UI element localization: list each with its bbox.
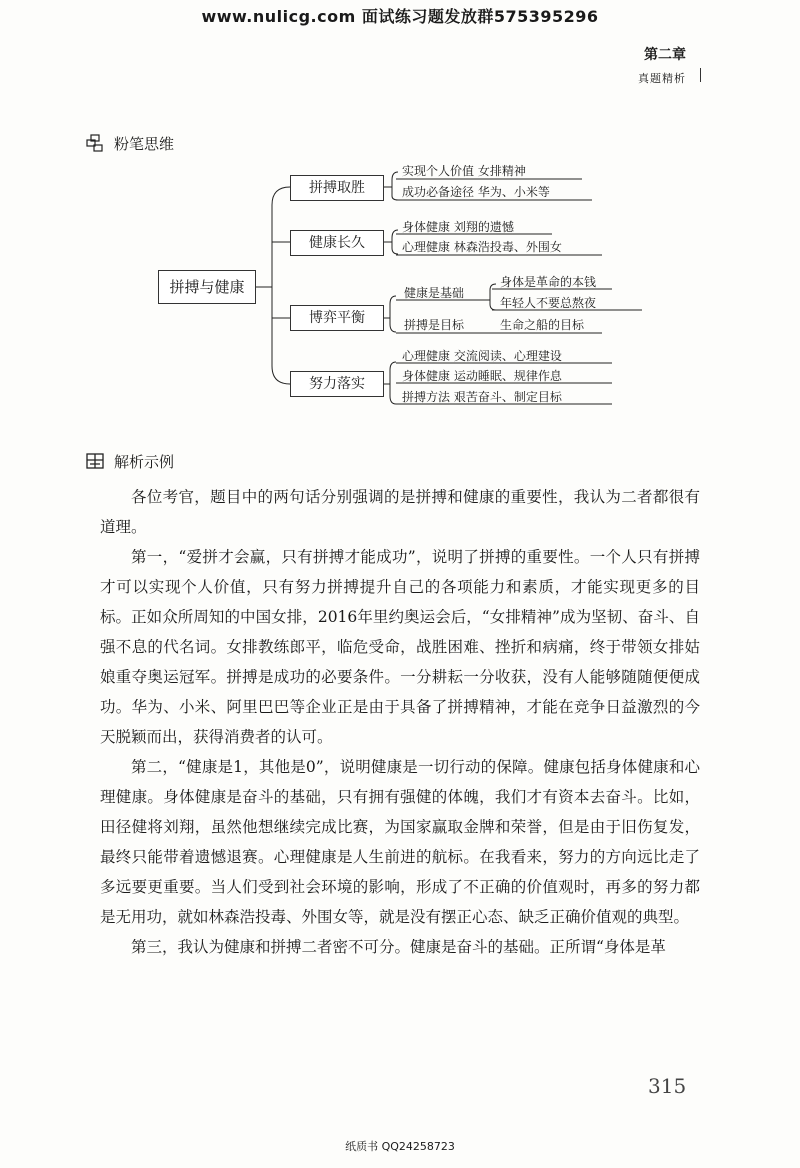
paragraph-2: 第一，“爱拼才会赢，只有拼搏才能成功”，说明了拼搏的重要性。一个人只有拼搏才可以实现个人价值，只有努力拼搏提升自己的各项能力和素质，才能实现更多的目标。正如众所周知的中国女排，2016年里约奥运会后，“女排精神”成为坚韧、奋斗、自强不息的代名词。女排教练郎平，临危受命，战胜困难、挫折和病痛，终于带领女排姑娘重夺奥运冠军。拼搏是成功的必要条件。一分耕耘一分收获，没有人能够随随便便成功。华为、小米、阿里巴巴等企业正是由于具备了拼搏精神，才能在竞争日益激烈的今天脱颖而出，获得消费者的认可。 (100, 548, 700, 746)
mindmap-branch-3: 博弈平衡 (290, 305, 384, 331)
mindmap-branch-1: 拼搏取胜 (290, 175, 384, 201)
chapter-label: 第二章 (644, 47, 686, 63)
mindmap-leaf-4-2: 身体健康 运动睡眠、规律作息 (402, 369, 562, 383)
mindmap-lines (0, 0, 800, 420)
section-title: 粉笔思维 (114, 135, 175, 153)
mindmap-leaf-1-2: 成功必备途径 华为、小米等 (402, 185, 550, 199)
mindmap-leaf-1-1: 实现个人价值 女排精神 (402, 164, 526, 178)
mindmap-leaf-3-1: 健康是基础 (404, 286, 465, 300)
paragraph-4: 第三，我认为健康和拼搏二者密不可分。健康是奋斗的基础。正所谓“身体是革 (131, 938, 666, 956)
page-number: 315 (648, 1074, 687, 1098)
analysis-icon (86, 452, 104, 470)
mindmap-leaf-2-2: 心理健康 林森浩投毒、外围女 (402, 240, 562, 254)
section-subtitle: 真题精析 (638, 72, 686, 85)
mindmap-leaf-4-3: 拼搏方法 艰苦奋斗、制定目标 (402, 390, 562, 404)
mindmap-branch-4: 努力落实 (290, 371, 384, 397)
paragraph-1: 各位考官，题目中的两句话分别强调的是拼搏和健康的重要性，我认为二者都很有道理。 (100, 488, 700, 536)
page-footer: 纸质书 QQ24258723 (345, 1140, 455, 1153)
paragraph-3: 第二，“健康是1，其他是0”，说明健康是一切行动的保障。健康包括身体健康和心理健康。身体健康是奋斗的基础，只有拥有强健的体魄，我们才有资本去奋斗。比如，田径健将刘翔，虽然他想继续完成比赛，为国家赢取金牌和荣誉，但是由于旧伤复发，最终只能带着遗憾退赛。心理健康是人生前进的航标。在我看来，努力的方向远比走了多远要更重要。当人们受到社会环境的影响，形成了不正确的价值观时，再多的努力都是无用功，就如林森浩投毒、外围女等，就是没有摆正心态、缺乏正确价值观的典型。 (100, 758, 700, 926)
analysis-body (100, 482, 700, 962)
mindmap-leaf-2-1: 身体健康 刘翔的遗憾 (402, 220, 514, 234)
mindmap-root: 拼搏与健康 (158, 270, 256, 304)
mindmap-leaf-3-2: 身体是革命的本钱 (500, 275, 597, 289)
mindmap-leaf-3-5: 生命之船的目标 (500, 318, 585, 332)
mindmap-leaf-3-4: 拼搏是目标 (404, 318, 465, 332)
top-banner: www.nulicg.com 面试练习题发放群575395296 (201, 7, 599, 26)
mindmap-leaf-4-1: 心理健康 交流阅读、心理建设 (402, 349, 562, 363)
mindmap-leaf-3-3: 年轻人不要总熬夜 (500, 296, 597, 310)
mindmap-branch-2: 健康长久 (290, 230, 384, 256)
section-title: 解析示例 (114, 453, 175, 471)
